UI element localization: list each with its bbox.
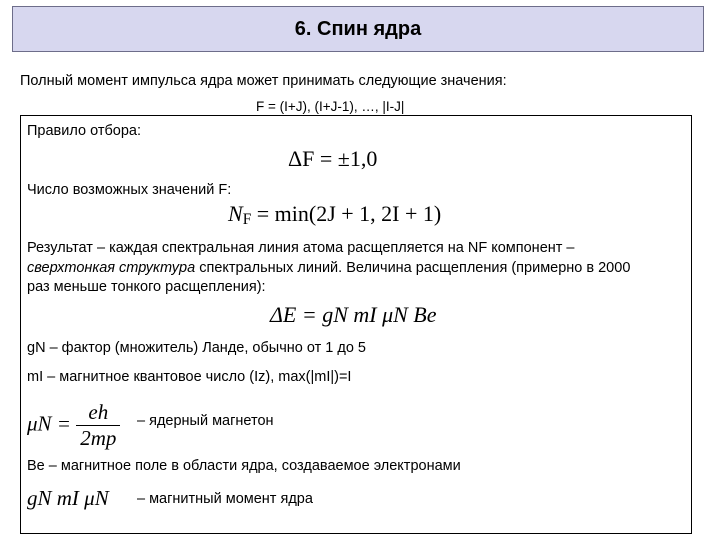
result-line-3: раз меньше тонкого расщепления): [27, 279, 266, 295]
moment-formula: gN mI μN [27, 486, 109, 510]
magneton-description: – ядерный магнетон [137, 413, 274, 429]
mI-description: mI – магнитное квантовое число (Iz), max(|mI|)=I [27, 369, 352, 385]
rule-formula: ΔF = ±1,0 [288, 146, 378, 171]
magneton-fraction [76, 400, 120, 451]
Be-description: Be – магнитное поле в области ядра, создаваемое электронами [27, 458, 461, 474]
count-formula-sub: F [242, 211, 252, 228]
values-formula: F = (I+J), (I+J-1), …, |I-J| [256, 99, 405, 114]
gN-description: gN – фактор (множитель) Ланде, обычно от 1 до 5 [27, 340, 366, 356]
count-label: Число возможных значений F: [27, 182, 232, 198]
result-line-2 [27, 259, 630, 278]
energy-formula: ΔE = gN mI μN Be [270, 302, 437, 327]
result-line-2-rest: спектральных линий. Величина расщепления (примерно в 2000 [195, 260, 631, 276]
result-line-2-italic: сверхтонкая структура [27, 260, 196, 276]
magneton-formula [27, 400, 120, 451]
magneton-numerator: eh [76, 400, 120, 426]
slide-title: 6. Спин ядра [12, 6, 704, 52]
moment-description: – магнитный момент ядра [137, 491, 313, 507]
result-line-1: Результат – каждая спектральная линия атома расщепляется на NF компонент – [27, 240, 575, 256]
count-formula-lhs: N [228, 201, 243, 226]
rule-label: Правило отбора: [27, 123, 141, 139]
intro-text: Полный момент импульса ядра может принимать следующие значения: [20, 73, 507, 89]
magneton-denominator: 2mp [80, 426, 117, 450]
magneton-lhs: μN = [27, 411, 71, 436]
count-formula [228, 201, 441, 229]
count-formula-rhs: = min(2J + 1, 2I + 1) [251, 201, 442, 226]
